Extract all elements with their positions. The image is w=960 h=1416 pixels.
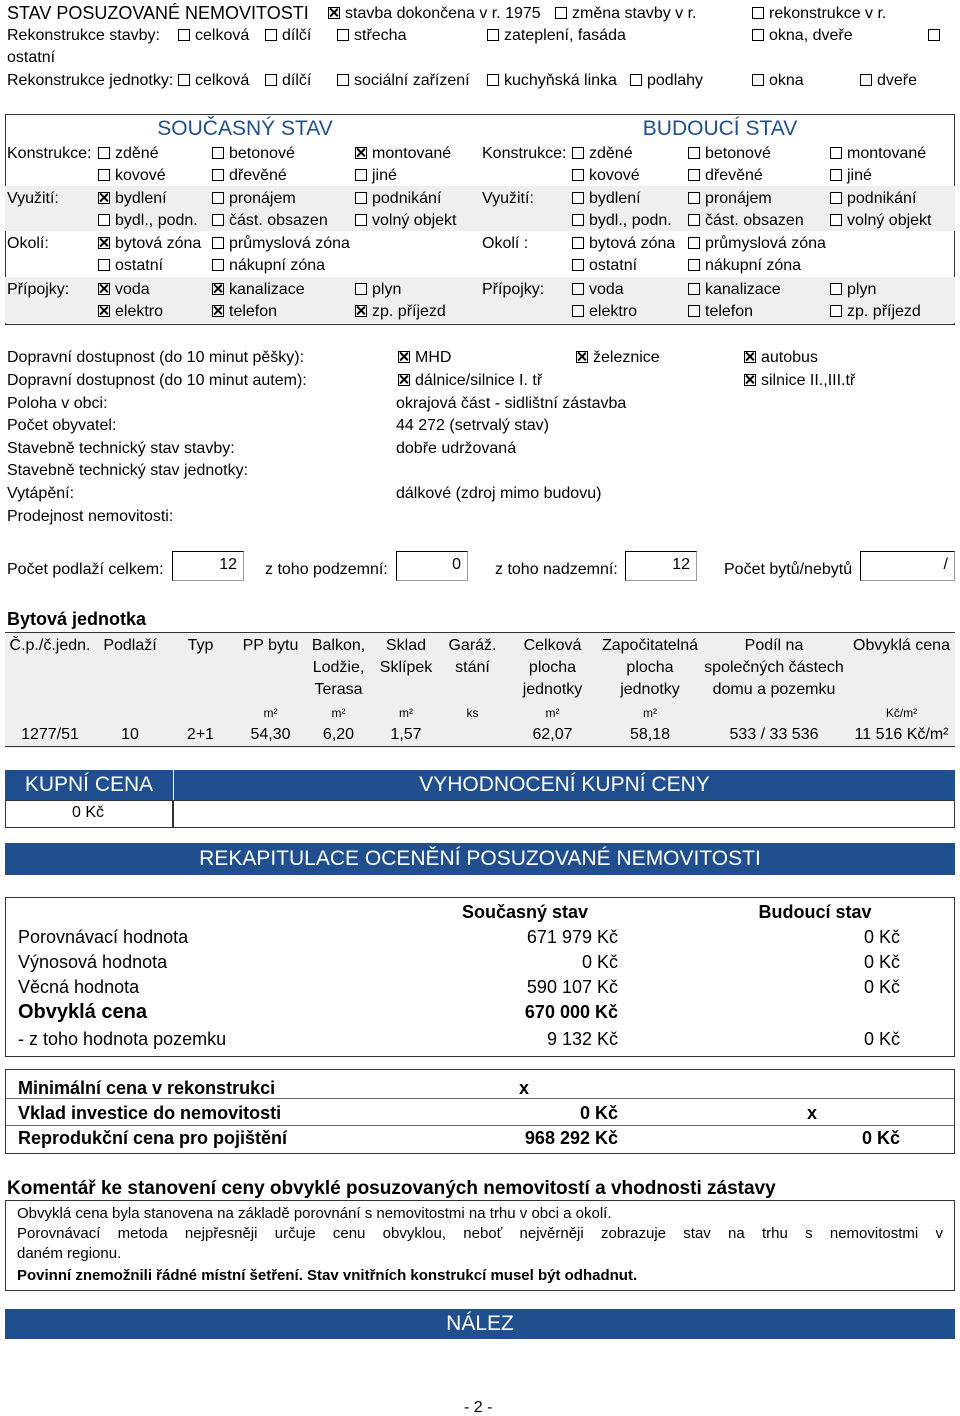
rekap-row-current: 671 979 Kč <box>526 927 618 947</box>
fut-p-kanalizace[interactable]: kanalizace <box>688 280 781 300</box>
rekap-row-current: 0 Kč <box>581 952 618 972</box>
cur-v-pronajem[interactable]: pronájem <box>212 189 296 209</box>
checkbox-stavba-zatepleni[interactable]: zateplení, fasáda <box>487 26 626 46</box>
fut-p-voda[interactable]: voda <box>572 280 624 300</box>
rekap-row-label: - z toho hodnota pozemku <box>18 1029 227 1049</box>
comment-p3: Povinní znemožnili řádné místní šetření. Stav vnitřních konstrukcí musel být odhadnut. <box>17 1267 638 1284</box>
unit-header-celkova-plocha: jednotky <box>522 681 583 698</box>
cur-p-kanalizace[interactable]: kanalizace <box>212 280 305 300</box>
checkbox-stavba-okna[interactable]: okna, dveře <box>752 26 853 46</box>
unit-unit-obvykla-cena: Kč/m² <box>885 706 918 720</box>
rekap2-row-label: Minimální cena v rekonstrukci <box>18 1078 276 1098</box>
checkbox-stavba-celkova[interactable]: celková <box>178 26 249 46</box>
vytapeni-label: Vytápění: <box>7 485 75 502</box>
cur-k-jine[interactable]: jiné <box>355 166 397 186</box>
fut-o-ostatni[interactable]: ostatní <box>572 256 637 276</box>
stav-stavby-label: Stavebně technický stav stavby: <box>7 440 235 457</box>
unit-header-podil: společných částech <box>704 659 844 676</box>
unit-cell-celkova-plocha: 62,07 <box>532 726 573 743</box>
unit-header-zapocitatelna-plocha: Započitatelná <box>601 637 699 654</box>
cur-p-voda[interactable]: voda <box>98 280 150 300</box>
checkbox-zmena-stavby[interactable]: změna stavby v r. <box>555 4 697 24</box>
cur-k-zdene[interactable]: zděné <box>98 144 159 164</box>
checkbox-jednotka-socialni[interactable]: sociální zařízení <box>337 71 470 91</box>
cur-k-betonove[interactable]: betonové <box>212 144 295 164</box>
comment-title: Komentář ke stanovení ceny obvyklé posuzovaných nemovitostí a vhodnosti zástavy <box>7 1178 776 1199</box>
unit-unit-balkon: m² <box>331 706 346 720</box>
fut-p-zp-prijezd[interactable]: zp. příjezd <box>830 302 921 322</box>
podzemni-label: z toho podzemní: <box>265 561 388 578</box>
cur-p-telefon[interactable]: telefon <box>212 302 277 322</box>
checkbox-jednotka-dvere[interactable]: dveře <box>860 71 917 91</box>
stav-stavby-value: dobře udržovaná <box>396 440 517 457</box>
vyhodnoceni-header: VYHODNOCENÍ KUPNÍ CENY <box>174 770 955 800</box>
checkbox-stavba-strecha[interactable]: střecha <box>337 26 406 46</box>
checkbox-jednotka-kuchyn[interactable]: kuchyňská linka <box>487 71 617 91</box>
unit-cell-cp: 1277/51 <box>21 726 79 743</box>
rekap-row-future: 0 Kč <box>863 952 900 972</box>
byty-value[interactable]: / <box>860 551 955 581</box>
page-title: STAV POSUZOVANÉ NEMOVITOSTI <box>7 3 309 23</box>
checkbox-stavba-dokoncena[interactable]: stavba dokončena v r. 1975 <box>328 4 541 24</box>
pesky-mhd[interactable]: MHD <box>398 348 451 368</box>
checkbox-jednotka-podlahy[interactable]: podlahy <box>630 71 703 91</box>
dostupnost-autem-label: Dopravní dostupnost (do 10 minut autem): <box>7 372 307 389</box>
rekap-row-current: 670 000 Kč <box>524 1002 618 1022</box>
unit-header-podlazi: Podlaží <box>103 637 157 654</box>
unit-header-celkova-plocha: Celková <box>523 637 582 654</box>
cur-p-zp-prijezd[interactable]: zp. příjezd <box>355 302 446 322</box>
rekap-row-label: Výnosová hodnota <box>18 952 168 972</box>
kupni-cena-value: 0 Kč <box>72 804 105 821</box>
rekapitulace-header: REKAPITULACE OCENĚNÍ POSUZOVANÉ NEMOVITOSTI <box>5 843 955 875</box>
unit-header-garaz: stání <box>455 659 490 676</box>
fut-v-bydl-podn[interactable]: bydl., podn. <box>572 211 672 231</box>
fut-v-podnikani[interactable]: podnikání <box>830 189 916 209</box>
unit-cell-podil: 533 / 33 536 <box>729 726 819 743</box>
rekap-row-label: Porovnávací hodnota <box>18 927 189 947</box>
unit-header-obvykla-cena: Obvyklá cena <box>853 637 950 654</box>
rekap2-row-label: Reprodukční cena pro pojištění <box>18 1128 288 1148</box>
fut-k-montovane[interactable]: montované <box>830 144 926 164</box>
current-konstrukce-label: Konstrukce: <box>7 145 92 162</box>
unit-header-garaz: Garáž. <box>448 637 497 654</box>
page-number: - 2 - <box>464 1399 493 1416</box>
kupni-cena-header: KUPNÍ CENA <box>5 770 173 800</box>
rekap-row-label: Obvyklá cena <box>18 1001 147 1023</box>
cur-v-podnikani[interactable]: podnikání <box>355 189 441 209</box>
vyhodnoceni-box <box>173 800 955 828</box>
fut-k-drevene[interactable]: dřevěné <box>688 166 763 186</box>
future-pripojky-label: Přípojky: <box>482 281 545 298</box>
obyvatel-value: 44 272 (setrvalý stav) <box>396 417 549 434</box>
current-okoli-label: Okolí: <box>7 235 49 252</box>
rekap-row-label: Věcná hodnota <box>18 977 140 997</box>
cur-o-ostatni[interactable]: ostatní <box>98 256 163 276</box>
checkbox-jednotka-celkova[interactable]: celková <box>178 71 249 91</box>
fut-v-bydleni[interactable]: bydlení <box>572 189 641 209</box>
unit-header-pp-bytu: PP bytu <box>242 637 299 654</box>
unit-cell-balkon: 6,20 <box>322 726 355 743</box>
checkbox-jednotka-dilci[interactable]: dílčí <box>265 71 311 91</box>
unit-unit-pp-bytu: m² <box>263 706 278 720</box>
cur-k-kovove[interactable]: kovové <box>98 166 166 186</box>
comment-p2a: Porovnávací metoda nejpřesněji určuje cenu obvyklou, neboť nejvěrněji zobrazuje stav na trhu s nemovitostmi v <box>17 1225 943 1242</box>
obyvatel-label: Počet obyvatel: <box>7 417 117 434</box>
vytapeni-value: dálkové (zdroj mimo budovu) <box>396 485 602 502</box>
future-okoli-label: Okolí : <box>482 235 529 252</box>
unit-cell-podlazi: 10 <box>121 726 139 743</box>
rekap-col-current: Současný stav <box>461 902 589 922</box>
current-state-header: SOUČASNÝ STAV <box>157 117 333 140</box>
rekap2-divider <box>6 1098 954 1099</box>
unit-cell-obvykla-cena: 11 516 Kč/m² <box>854 726 949 743</box>
autem-silnice[interactable]: silnice II.,III.tř <box>744 371 855 391</box>
fut-p-telefon[interactable]: telefon <box>688 302 753 322</box>
fut-o-nakupni[interactable]: nákupní zóna <box>688 256 801 276</box>
fut-p-elektro[interactable]: elektro <box>572 302 637 322</box>
rekap2-divider <box>6 1125 954 1126</box>
podzemni-value[interactable]: 0 <box>396 551 468 581</box>
byty-label: Počet bytů/nebytů <box>724 561 853 578</box>
cur-v-bydleni[interactable]: bydlení <box>98 189 167 209</box>
rekonstrukce-stavby-label: Rekonstrukce stavby: <box>7 27 160 44</box>
future-vyuziti-label: Využití: <box>482 190 534 207</box>
fut-k-betonove[interactable]: betonové <box>688 144 771 164</box>
unit-cell-typ: 2+1 <box>186 726 215 743</box>
unit-header-cp: Č.p./č.jedn. <box>9 637 91 654</box>
poloha-value: okrajová část - sidlištní zástavba <box>396 395 627 412</box>
cur-p-elektro[interactable]: elektro <box>98 302 163 322</box>
unit-unit-celkova-plocha: m² <box>545 706 560 720</box>
fut-k-kovove[interactable]: kovové <box>572 166 640 186</box>
unit-cell-zapocitatelna-plocha: 58,18 <box>629 726 671 743</box>
future-state-header: BUDOUCÍ STAV <box>642 117 798 140</box>
unit-header-podil: Podíl na <box>744 637 804 654</box>
podlazi-celkem-value[interactable]: 12 <box>172 551 244 581</box>
stav-jednotky-label: Stavebně technický stav jednotky: <box>7 462 249 479</box>
fut-k-zdene[interactable]: zděné <box>572 144 633 164</box>
pesky-zeleznice[interactable]: železnice <box>576 348 660 368</box>
fut-o-prumyslova[interactable]: průmyslová zóna <box>688 234 826 254</box>
checkbox-rekonstrukce[interactable]: rekonstrukce v r. <box>752 4 886 24</box>
unit-header-balkon: Balkon, <box>311 637 366 654</box>
fut-v-cast-obsazen[interactable]: část. obsazen <box>688 211 804 231</box>
unit-unit-sklad: m² <box>399 706 413 720</box>
rekap-row-future: 0 Kč <box>863 927 900 947</box>
unit-unit-zapocitatelna-plocha: m² <box>643 706 657 720</box>
unit-cell-pp-bytu: 54,30 <box>250 726 291 743</box>
rekap-row-current: 590 107 Kč <box>526 977 618 997</box>
cur-o-nakupni[interactable]: nákupní zóna <box>212 256 325 276</box>
prodejnost-label: Prodejnost nemovitosti: <box>7 508 174 525</box>
nadzemni-label: z toho nadzemní: <box>495 561 618 578</box>
rekap2-row-current: 0 Kč <box>579 1103 618 1123</box>
unit-header-celkova-plocha: plocha <box>528 659 577 676</box>
poloha-label: Poloha v obci: <box>7 395 108 412</box>
unit-header-typ: Typ <box>187 637 214 654</box>
unit-header-balkon: Terasa <box>314 681 363 698</box>
unit-header-zapocitatelna-plocha: jednotky <box>620 681 680 698</box>
current-vyuziti-label: Využití: <box>7 190 59 207</box>
cur-k-montovane[interactable]: montované <box>355 144 451 164</box>
fut-v-pronajem[interactable]: pronájem <box>688 189 772 209</box>
cur-p-plyn[interactable]: plyn <box>355 280 401 300</box>
podlazi-celkem-label: Počet podlaží celkem: <box>7 561 164 578</box>
current-pripojky-label: Přípojky: <box>7 281 70 298</box>
future-konstrukce-label: Konstrukce: <box>482 145 567 162</box>
unit-header-sklad: Sklad <box>385 637 427 654</box>
fut-p-plyn[interactable]: plyn <box>830 280 876 300</box>
unit-header-zapocitatelna-plocha: plocha <box>626 659 674 676</box>
nadzemni-value[interactable]: 12 <box>625 551 697 581</box>
unit-cell-sklad: 1,57 <box>390 726 422 743</box>
rekap2-row-label: Vklad investice do nemovitosti <box>18 1103 282 1123</box>
fut-k-jine[interactable]: jiné <box>830 166 872 186</box>
comment-p2b: daném regionu. <box>17 1245 122 1262</box>
checkbox-stavba-dilci[interactable]: dílčí <box>265 26 311 46</box>
rekap2-row-future: 0 Kč <box>861 1128 900 1148</box>
cur-k-drevene[interactable]: dřevěné <box>212 166 287 186</box>
pesky-autobus[interactable]: autobus <box>744 348 818 368</box>
unit-unit-garaz: ks <box>466 706 479 720</box>
rekap-row-current: 9 132 Kč <box>546 1029 618 1049</box>
checkbox-stavba-ostatni[interactable] <box>928 26 945 46</box>
ostatni-label: ostatní <box>7 49 56 66</box>
cur-o-prumyslova[interactable]: průmyslová zóna <box>212 234 350 254</box>
cur-v-volny[interactable]: volný objekt <box>355 211 457 231</box>
fut-o-bytova[interactable]: bytová zóna <box>572 234 675 254</box>
nalez-header: NÁLEZ <box>5 1309 955 1339</box>
cur-o-bytova[interactable]: bytová zóna <box>98 234 201 254</box>
rekap2-row-future: x <box>806 1103 817 1123</box>
rekap2-row-current: 968 292 Kč <box>524 1128 618 1148</box>
rekap-row-future: 0 Kč <box>863 977 900 997</box>
unit-title: Bytová jednotka <box>7 609 147 629</box>
rekap-col-future: Budoucí stav <box>758 902 872 922</box>
unit-header-sklad: Sklípek <box>379 659 433 676</box>
unit-header-balkon: Lodžie, <box>312 659 365 676</box>
cur-v-cast-obsazen[interactable]: část. obsazen <box>212 211 328 231</box>
fut-v-volny[interactable]: volný objekt <box>830 211 932 231</box>
rekonstrukce-jednotky-label: Rekonstrukce jednotky: <box>7 72 174 89</box>
rekap-row-future: 0 Kč <box>863 1029 900 1049</box>
cur-v-bydl-podn[interactable]: bydl., podn. <box>98 211 198 231</box>
unit-header-podil: domu a pozemku <box>712 681 836 698</box>
comment-p1: Obvyklá cena byla stanovena na základě porovnání s nemovitostmi na trhu v obci a okolí. <box>17 1205 612 1222</box>
autem-dalnice[interactable]: dálnice/silnice I. tř <box>398 371 542 391</box>
dostupnost-pesky-label: Dopravní dostupnost (do 10 minut pěšky): <box>7 349 305 366</box>
rekap2-row-current: x <box>518 1078 529 1098</box>
checkbox-jednotka-okna[interactable]: okna <box>752 71 804 91</box>
